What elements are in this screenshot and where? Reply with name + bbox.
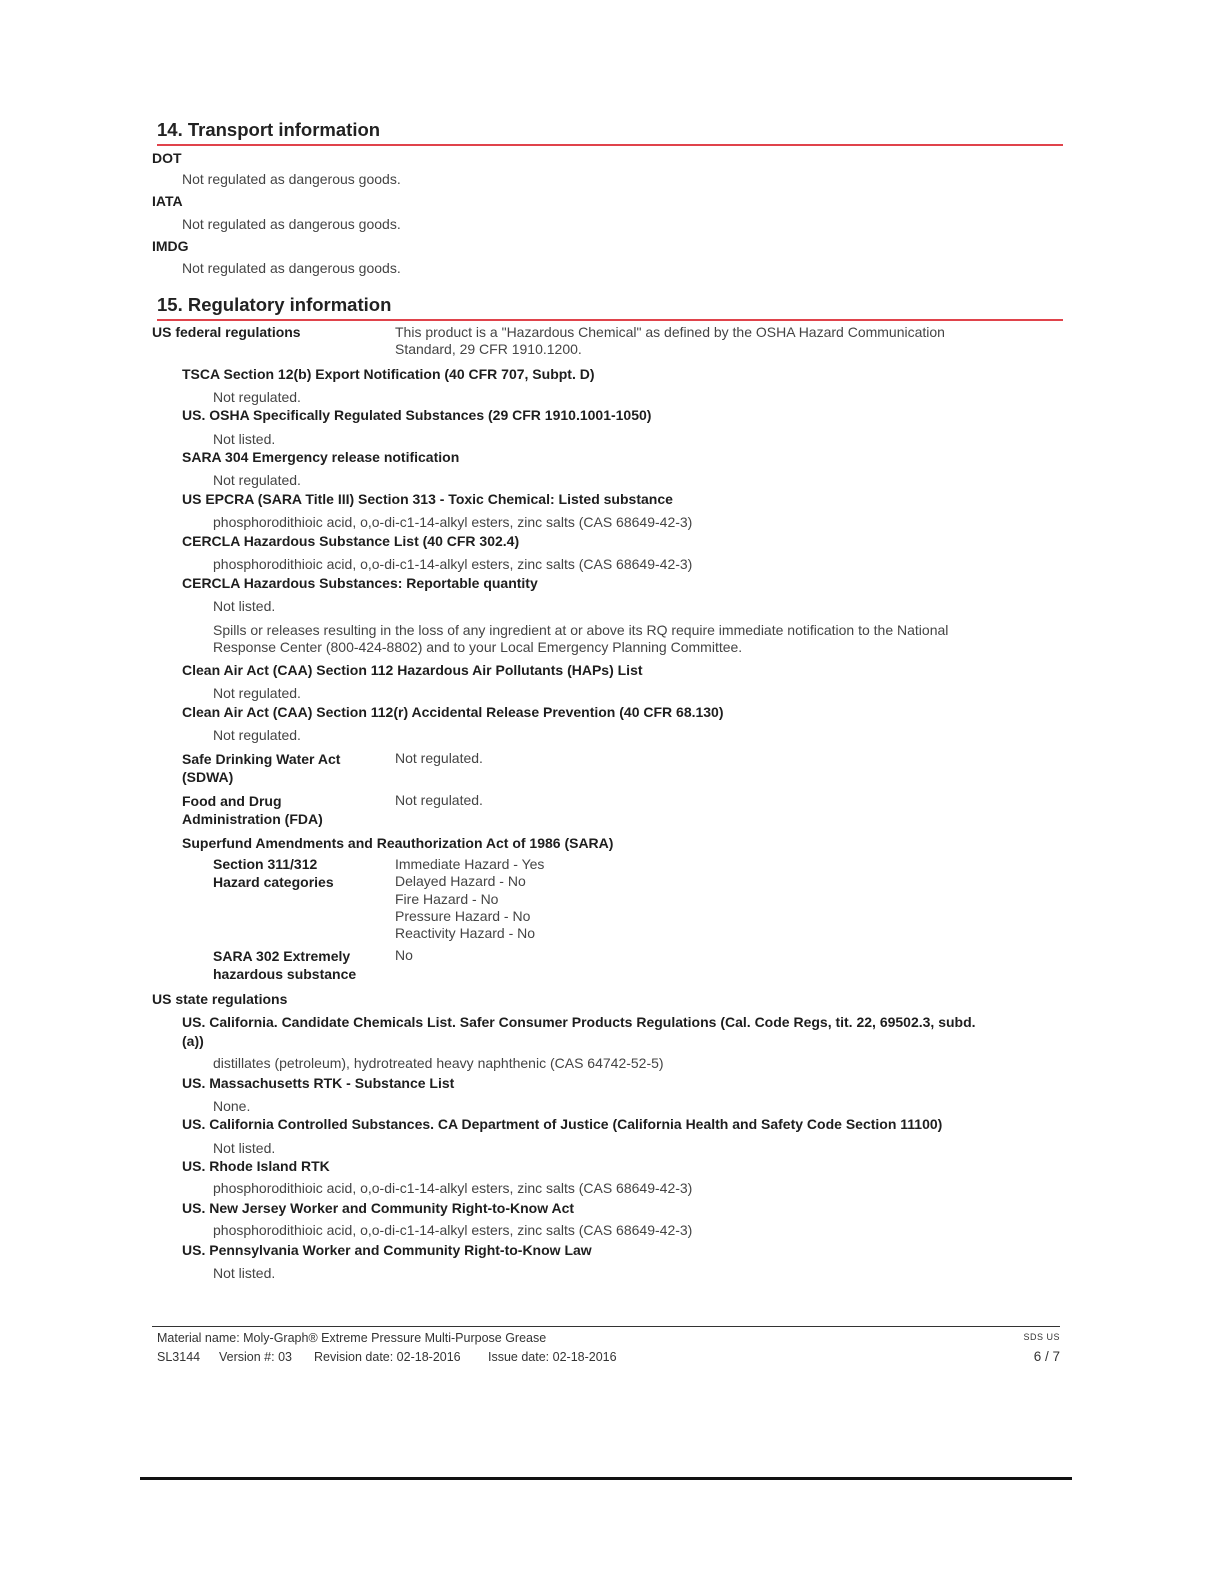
- epcra-value: phosphorodithioic acid, o,o-di-c1-14-alkyl esters, zinc salts (CAS 68649-42-3): [213, 514, 693, 530]
- ca-candidate-label-1: US. California. Candidate Chemicals List. Safer Consumer Products Regulations (Cal. Code Regs, tit. 22, 69502.3, subd.: [182, 1014, 976, 1030]
- iata-label: IATA: [152, 193, 183, 209]
- fda-label-2: Administration (FDA): [182, 811, 323, 827]
- ma-value: None.: [213, 1098, 251, 1114]
- ca-candidate-label-2: (a)): [182, 1033, 204, 1049]
- sara302-label-1: SARA 302 Extremely: [213, 948, 351, 964]
- spills-text-1: Spills or releases resulting in the loss of any ingredient at or above its RQ require immediate notification to the National: [213, 622, 949, 638]
- section-15-title: 15. Regulatory information: [157, 294, 1063, 321]
- cercla-list-value: phosphorodithioic acid, o,o-di-c1-14-alkyl esters, zinc salts (CAS 68649-42-3): [213, 556, 693, 572]
- hazard-immediate: Immediate Hazard - Yes: [395, 856, 545, 872]
- sara304-label: SARA 304 Emergency release notification: [182, 449, 460, 465]
- sec311-label-2: Hazard categories: [213, 874, 334, 890]
- us-federal-text-2: Standard, 29 CFR 1910.1200.: [395, 341, 582, 357]
- ri-label: US. Rhode Island RTK: [182, 1158, 330, 1174]
- footer-sds: SDS US: [1023, 1332, 1060, 1342]
- footer-code: SL3144: [157, 1350, 201, 1364]
- footer-divider: [152, 1326, 1060, 1327]
- caa112-label: Clean Air Act (CAA) Section 112 Hazardous Air Pollutants (HAPs) List: [182, 662, 643, 678]
- tsca-label: TSCA Section 12(b) Export Notification (40 CFR 707, Subpt. D): [182, 366, 595, 382]
- fda-value: Not regulated.: [395, 792, 483, 808]
- caa112r-label: Clean Air Act (CAA) Section 112(r) Accidental Release Prevention (40 CFR 68.130): [182, 704, 724, 720]
- ca-controlled-label: US. California Controlled Substances. CA Department of Justice (California Health and Safety Code Section 11100): [182, 1116, 943, 1132]
- ca-controlled-value: Not listed.: [213, 1140, 276, 1156]
- sdwa-label-2: (SDWA): [182, 769, 234, 785]
- footer-revision-date: Revision date: 02-18-2016: [314, 1350, 461, 1364]
- hazard-delayed: Delayed Hazard - No: [395, 873, 526, 889]
- iata-value: Not regulated as dangerous goods.: [182, 216, 401, 232]
- ca-candidate-value: distillates (petroleum), hydrotreated heavy naphthenic (CAS 64742-52-5): [213, 1055, 664, 1071]
- sara302-value: No: [395, 947, 413, 963]
- footer-page-number: 6 / 7: [1033, 1349, 1060, 1364]
- cercla-list-label: CERCLA Hazardous Substance List (40 CFR 302.4): [182, 533, 520, 549]
- page-bottom-rule: [140, 1477, 1072, 1480]
- dot-value: Not regulated as dangerous goods.: [182, 171, 401, 187]
- sara302-label-2: hazardous substance: [213, 966, 357, 982]
- section-14-title: 14. Transport information: [157, 119, 1063, 146]
- dot-label: DOT: [152, 150, 182, 166]
- us-federal-label: US federal regulations: [152, 324, 301, 340]
- hazard-fire: Fire Hazard - No: [395, 891, 499, 907]
- sara304-value: Not regulated.: [213, 472, 301, 488]
- ri-value: phosphorodithioic acid, o,o-di-c1-14-alkyl esters, zinc salts (CAS 68649-42-3): [213, 1180, 693, 1196]
- hazard-pressure: Pressure Hazard - No: [395, 908, 531, 924]
- caa112r-value: Not regulated.: [213, 727, 301, 743]
- footer-material-name: Material name: Moly-Graph® Extreme Pressure Multi-Purpose Grease: [157, 1331, 547, 1345]
- osha-label: US. OSHA Specifically Regulated Substances (29 CFR 1910.1001-1050): [182, 407, 652, 423]
- sec311-label-1: Section 311/312: [213, 856, 318, 872]
- tsca-value: Not regulated.: [213, 389, 301, 405]
- fda-label-1: Food and Drug: [182, 793, 282, 809]
- sdwa-label-1: Safe Drinking Water Act: [182, 751, 341, 767]
- epcra-label: US EPCRA (SARA Title III) Section 313 - Toxic Chemical: Listed substance: [182, 491, 673, 507]
- pa-value: Not listed.: [213, 1265, 276, 1281]
- sdwa-value: Not regulated.: [395, 750, 483, 766]
- pa-label: US. Pennsylvania Worker and Community Right-to-Know Law: [182, 1242, 592, 1258]
- osha-value: Not listed.: [213, 431, 276, 447]
- us-state-label: US state regulations: [152, 991, 288, 1007]
- nj-value: phosphorodithioic acid, o,o-di-c1-14-alkyl esters, zinc salts (CAS 68649-42-3): [213, 1222, 693, 1238]
- spills-text-2: Response Center (800-424-8802) and to your Local Emergency Planning Committee.: [213, 639, 743, 655]
- cercla-rq-value: Not listed.: [213, 598, 276, 614]
- nj-label: US. New Jersey Worker and Community Right-to-Know Act: [182, 1200, 575, 1216]
- sara-label: Superfund Amendments and Reauthorization Act of 1986 (SARA): [182, 835, 614, 851]
- imdg-label: IMDG: [152, 238, 189, 254]
- us-federal-text-1: This product is a "Hazardous Chemical" as defined by the OSHA Hazard Communication: [395, 324, 945, 340]
- footer-version: Version #: 03: [219, 1350, 292, 1364]
- imdg-value: Not regulated as dangerous goods.: [182, 260, 401, 276]
- hazard-reactivity: Reactivity Hazard - No: [395, 925, 536, 941]
- footer-issue-date: Issue date: 02-18-2016: [488, 1350, 617, 1364]
- ma-label: US. Massachusetts RTK - Substance List: [182, 1075, 455, 1091]
- caa112-value: Not regulated.: [213, 685, 301, 701]
- cercla-rq-label: CERCLA Hazardous Substances: Reportable quantity: [182, 575, 538, 591]
